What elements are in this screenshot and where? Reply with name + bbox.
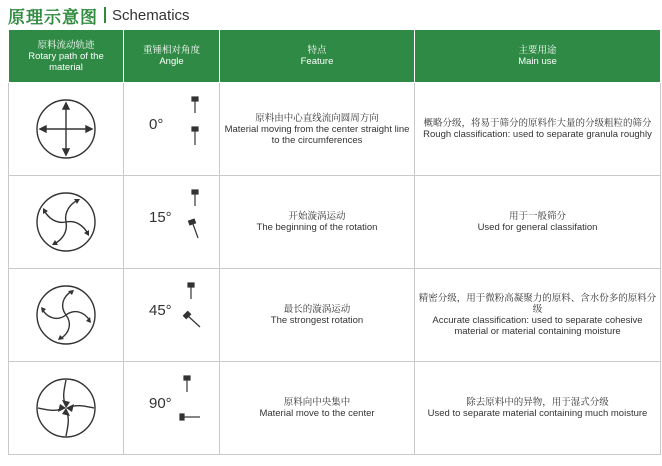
- use-cell: 除去原料中的异物，用于湿式分级 Used to separate material containing much moisture: [415, 362, 661, 455]
- path-cell: [9, 83, 124, 176]
- header-use: 主要用途 Main use: [415, 30, 661, 83]
- table-row: [9, 269, 661, 362]
- rotary-path-icon: [34, 376, 98, 440]
- path-cell: [9, 176, 124, 269]
- angle-cell: [124, 83, 220, 176]
- path-cell: [9, 362, 124, 455]
- header-path: 原料流动轨迹 Rotary path of the material: [9, 30, 124, 83]
- counterweight-icon: [176, 370, 206, 436]
- counterweight-icon: [180, 277, 206, 343]
- path-cell: [9, 269, 124, 362]
- counterweight-icon: [184, 91, 206, 157]
- angle-value: 0°: [149, 116, 164, 133]
- table-row: [9, 83, 661, 176]
- use-cell: 概略分级，将易于筛分的原料作大量的分级粗粒的筛分 Rough classification: used to separate granula roughly: [415, 83, 661, 176]
- angle-value: 90°: [149, 395, 172, 412]
- header-angle: 重锤相对角度 Angle: [124, 30, 220, 83]
- angle-cell: [124, 269, 220, 362]
- schematics-table: [8, 29, 661, 455]
- rotary-path-icon: [34, 97, 98, 161]
- table-row: [9, 176, 661, 269]
- angle-value: 15°: [149, 209, 172, 226]
- counterweight-icon: [184, 184, 206, 250]
- rotary-path-icon: [34, 283, 98, 347]
- feature-cell: 原料由中心直线流向圆周方向 Material moving from the center straight line to the circumferences: [220, 83, 415, 176]
- feature-cell: 开始漩涡运动 The beginning of the rotation: [220, 176, 415, 269]
- angle-value: 45°: [149, 302, 172, 319]
- table-row: [9, 362, 661, 455]
- table-header-row: [9, 30, 661, 83]
- title-divider: [104, 7, 106, 23]
- use-cell: 用于一般筛分 Used for general classifation: [415, 176, 661, 269]
- angle-cell: [124, 362, 220, 455]
- header-feature: 特点 Feature: [220, 30, 415, 83]
- title-bar: [8, 4, 190, 26]
- feature-cell: 原料向中央集中 Material move to the center: [220, 362, 415, 455]
- use-cell: 精密分级，用于微粉高凝聚力的原料、含水份多的原料分级 Accurate classification: used to separate cohesive material or material containing moisture: [415, 269, 661, 362]
- title-chinese: 原理示意图: [8, 7, 98, 27]
- feature-cell: 最长的漩涡运动 The strongest rotation: [220, 269, 415, 362]
- rotary-path-icon: [34, 190, 98, 254]
- angle-cell: [124, 176, 220, 269]
- title-english: Schematics: [112, 6, 190, 24]
